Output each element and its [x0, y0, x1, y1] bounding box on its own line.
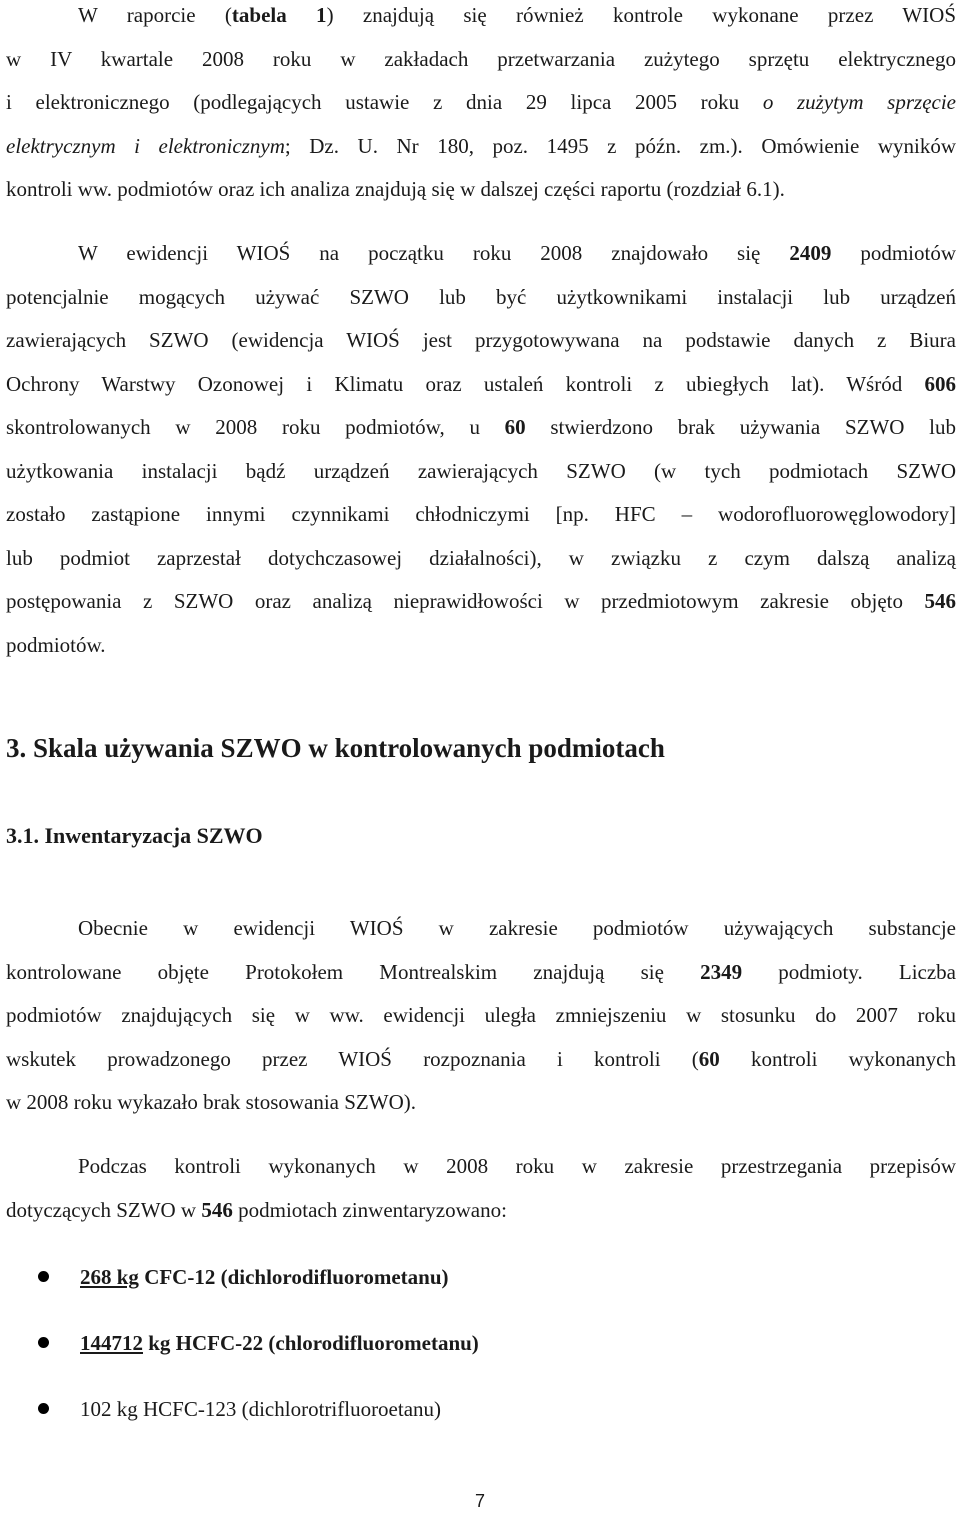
count-value: 546: [201, 1197, 233, 1222]
list-item: [0, 1321, 479, 1387]
text-line: i elektronicznego (podlegających ustawie z dnia 29 lipca 2005 roku o zużytym sprzęcie: [6, 90, 956, 114]
substance-name: 102 kg HCFC-123 (dichlorotrifluoroetanu): [80, 1397, 442, 1421]
count-value: 2349: [700, 959, 743, 984]
list-item: [0, 1387, 479, 1453]
text-line: W raporcie (tabela 1) znajdują się również kontrole wykonane przez WIOŚ: [78, 3, 957, 27]
text-line: podmiotów znajdujących się w ww. ewidencji uległa zmniejszeniu w stosunku do 2007 roku: [6, 1003, 956, 1027]
text-line: zawierających SZWO (ewidencja WIOŚ jest przygotowywana na podstawie danych z Biura: [6, 328, 956, 352]
section-heading: 3. Skala używania SZWO w kontrolowanych podmiotach: [6, 733, 665, 763]
substance-name: CFC-12 (dichlorodifluorometanu): [138, 1265, 449, 1289]
bullet-icon: [38, 1337, 49, 1348]
subsection-heading: 3.1. Inwentaryzacja SZWO: [6, 823, 263, 848]
text-line: kontrolowane objęte Protokołem Montrealskim znajdują się 2349 podmioty. Liczba: [6, 959, 956, 984]
quantity-value: 144712: [80, 1331, 143, 1355]
text-line: potencjalnie mogących używać SZWO lub być użytkownikami instalacji lub urządzeń: [6, 284, 956, 309]
bullet-icon: [38, 1271, 49, 1282]
table-reference: tabela 1: [231, 3, 327, 27]
text-line: postępowania z SZWO oraz analizą nieprawidłowości w przedmiotowym zakresie objęto 546: [6, 589, 956, 613]
count-value: 2409: [789, 241, 832, 265]
text-line: w 2008 roku wykazało brak stosowania SZWO).: [6, 1090, 416, 1114]
text-line: użytkowania instalacji bądź urządzeń zawierających SZWO (w tych podmiotach SZWO: [6, 458, 956, 483]
text-line: podmiotów.: [6, 632, 106, 657]
text-line: lub podmiot zaprzestał dotychczasowej działalności), w związku z czym dalszą analizą: [6, 545, 956, 570]
count-value: 60: [504, 415, 526, 439]
text-line: wskutek prowadzonego przez WIOŚ rozpoznania i kontroli (60 kontroli wykonanych: [6, 1046, 956, 1071]
text-line: elektrycznym i elektronicznym; Dz. U. Nr 180, poz. 1495 z późn. zm.). Omówienie wyników: [6, 133, 956, 158]
text-line: kontroli ww. podmiotów oraz ich analiza znajdują się w dalszej części raportu (rozdział 6.1).: [6, 177, 785, 201]
text-line: Podczas kontroli wykonanych w 2008 roku w zakresie przestrzegania przepisów: [78, 1154, 956, 1178]
paragraph-inspections: [6, 1145, 956, 1232]
substance-list: [0, 1255, 479, 1453]
substance-name: kg HCFC-22 (chlorodifluorometanu): [143, 1331, 479, 1355]
page-number: 7: [474, 1491, 485, 1511]
paragraph-inventory: [6, 907, 956, 1125]
text-line: dotyczących SZWO w 546 podmiotach zinwentaryzowano:: [6, 1197, 507, 1222]
list-item: [0, 1255, 479, 1321]
count-value: 606: [924, 371, 956, 396]
paragraph-report-scope: [6, 0, 956, 212]
quantity-value: 268 kg: [80, 1265, 139, 1289]
bullet-icon: [38, 1403, 49, 1414]
act-title: o zużytym sprzęcie: [762, 90, 956, 114]
count-value: 60: [698, 1046, 720, 1071]
text-line: W ewidencji WIOŚ na początku roku 2008 znajdowało się 2409 podmiotów: [78, 241, 957, 265]
text-line: Obecnie w ewidencji WIOŚ w zakresie podmiotów używających substancje: [78, 916, 956, 940]
act-title: elektrycznym i elektronicznym: [6, 133, 285, 158]
text-line: w IV kwartale 2008 roku w zakładach przetwarzania zużytego sprzętu elektrycznego: [6, 46, 956, 71]
paragraph-registry: [6, 232, 956, 667]
text-line: skontrolowanych w 2008 roku podmiotów, u 60 stwierdzono brak używania SZWO lub: [6, 415, 957, 439]
text-line: zostało zastąpione innymi czynnikami chłodniczymi [np. HFC – wodorofluorowęglowodory]: [6, 502, 956, 526]
text-line: Ochrony Warstwy Ozonowej i Klimatu oraz ustaleń kontroli z ubiegłych lat). Wśród 606: [6, 371, 956, 396]
count-value: 546: [924, 589, 956, 613]
